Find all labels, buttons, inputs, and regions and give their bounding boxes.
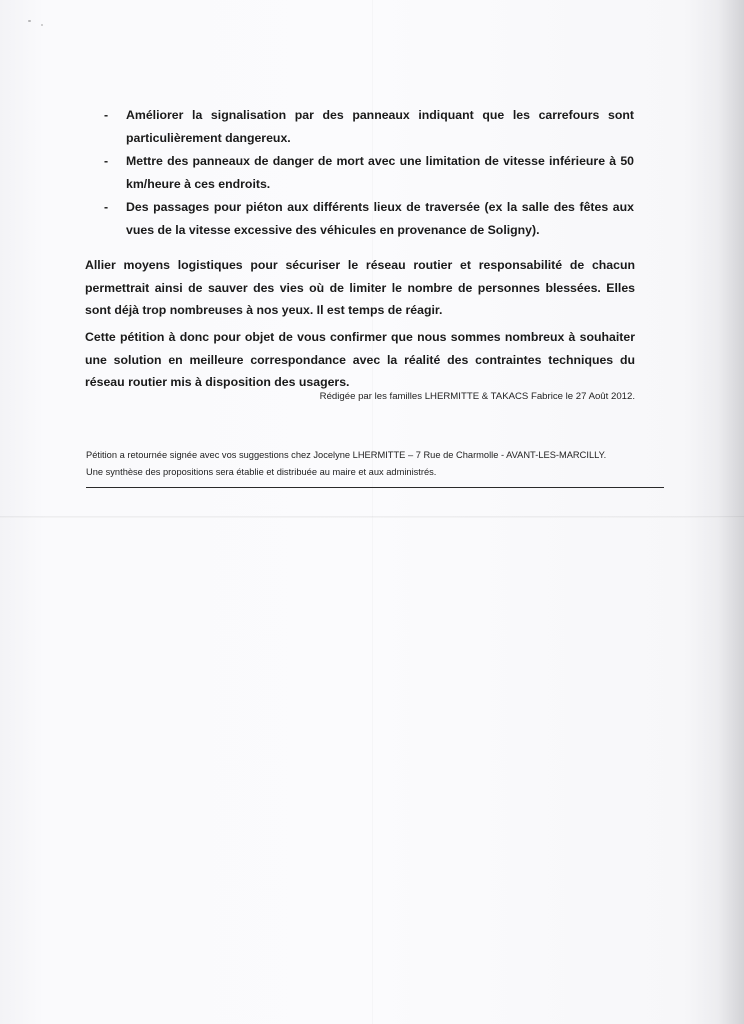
paper-fold-horizontal <box>0 516 744 518</box>
divider-line <box>86 487 664 488</box>
synthesis-note-line: Une synthèse des propositions sera établie et distribuée au maire et aux administrés. <box>86 466 437 477</box>
paragraph-logistics: Allier moyens logistiques pour sécuriser le réseau routier et responsabilité de chacun permettrait ainsi de sauver des vies où de limiter le nombre de personnes blessées. Elles sont déjà trop nombreuses à nos yeux. Il est temps de réagir. <box>85 258 635 317</box>
scan-speck <box>28 20 31 22</box>
return-address-line: Pétition a retournée signée avec vos suggestions chez Jocelyne LHERMITTE – 7 Rue de Charmolle - AVANT-LES-MARCILLY. <box>86 450 607 460</box>
paragraph-petition-purpose: Cette pétition à donc pour objet de vous confirmer que nous sommes nombreux à souhaiter une solution en meilleure correspondance avec la réalité des contraintes techniques du réseau routier mis à disposition des usagers. <box>85 330 635 389</box>
proposal-item-speed-limit: - Mettre des panneaux de danger de mort avec une limitation de vitesse inférieure à 50 km/heure à ces endroits. <box>104 150 634 196</box>
return-instructions <box>86 447 646 480</box>
proposal-list <box>104 104 634 242</box>
authorship-line: Rédigée par les familles LHERMITTE & TAKACS Fabrice le 27 Août 2012. <box>319 391 635 402</box>
proposal-item-signage: - Améliorer la signalisation par des panneaux indiquant que les carrefours sont particulièrement dangereux. <box>104 104 634 150</box>
scan-speck <box>41 24 43 26</box>
proposal-item-pedestrian-crossings: - Des passages pour piéton aux différents lieux de traversée (ex la salle des fêtes aux vues de la vitesse excessive des véhicules en provenance de Soligny). <box>104 196 634 242</box>
page-edge-shadow <box>718 0 744 1024</box>
